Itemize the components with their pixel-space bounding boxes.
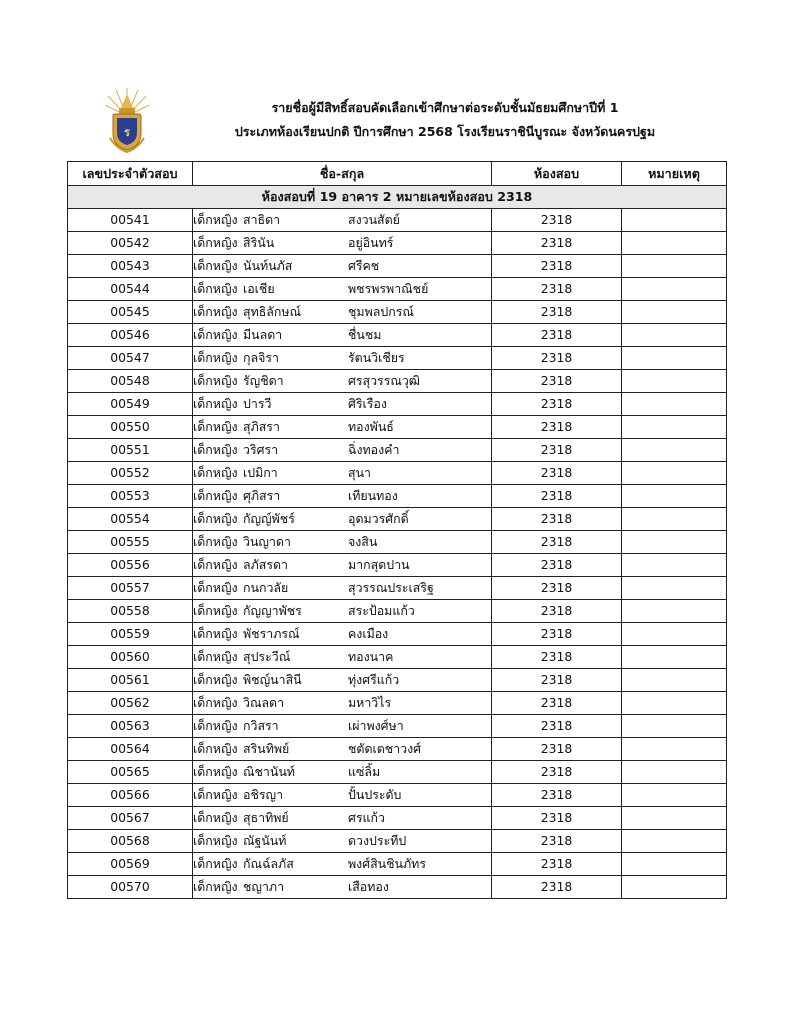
- table-row: [68, 209, 727, 232]
- table-row: [68, 876, 727, 899]
- exam-id-cell: 00570: [68, 876, 193, 899]
- name-prefix: เด็กหญิง: [193, 695, 238, 710]
- last-name: แซ่ลิ้ม: [348, 764, 381, 779]
- name-prefix: เด็กหญิง: [193, 672, 238, 687]
- note-cell: [622, 715, 727, 738]
- note-cell: [622, 416, 727, 439]
- name-prefix: เด็กหญิง: [193, 304, 238, 319]
- first-name: สุธาทิพย์: [243, 810, 289, 825]
- column-header-exam-id: เลขประจำตัวสอบ: [68, 162, 193, 186]
- note-cell: [622, 485, 727, 508]
- exam-id-cell: 00549: [68, 393, 193, 416]
- table-row: [68, 439, 727, 462]
- last-name: เทียนทอง: [348, 488, 398, 503]
- exam-id-cell: 00556: [68, 554, 193, 577]
- name-prefix: เด็กหญิง: [193, 810, 238, 825]
- table-row: [68, 370, 727, 393]
- name-cell: [193, 301, 492, 324]
- room-cell: 2318: [492, 416, 622, 439]
- last-name: รัตนวิเชียร: [348, 350, 405, 365]
- name-prefix: เด็กหญิง: [193, 534, 238, 549]
- note-cell: [622, 853, 727, 876]
- exam-id-cell: 00557: [68, 577, 193, 600]
- note-cell: [622, 738, 727, 761]
- first-name: มีนลดา: [243, 327, 283, 342]
- exam-id-cell: 00559: [68, 623, 193, 646]
- name-cell: [193, 485, 492, 508]
- name-cell: [193, 669, 492, 692]
- name-prefix: เด็กหญิง: [193, 649, 238, 664]
- exam-id-cell: 00555: [68, 531, 193, 554]
- table-row: [68, 715, 727, 738]
- name-cell: [193, 761, 492, 784]
- room-cell: 2318: [492, 255, 622, 278]
- first-name: พิชญ์นาสินี: [243, 672, 302, 687]
- room-cell: 2318: [492, 554, 622, 577]
- exam-id-cell: 00567: [68, 807, 193, 830]
- name-prefix: เด็กหญิง: [193, 511, 238, 526]
- note-cell: [622, 393, 727, 416]
- name-cell: [193, 347, 492, 370]
- note-cell: [622, 692, 727, 715]
- table-row: [68, 485, 727, 508]
- name-prefix: เด็กหญิง: [193, 212, 238, 227]
- table-row: [68, 278, 727, 301]
- name-cell: [193, 853, 492, 876]
- first-name: วินญาดา: [243, 534, 291, 549]
- exam-id-cell: 00569: [68, 853, 193, 876]
- first-name: ชญาภา: [243, 879, 285, 894]
- room-cell: 2318: [492, 600, 622, 623]
- last-name: ดวงประทีป: [348, 833, 407, 848]
- name-prefix: เด็กหญิง: [193, 350, 238, 365]
- room-cell: 2318: [492, 232, 622, 255]
- last-name: ชื่นชม: [348, 327, 382, 342]
- room-cell: 2318: [492, 830, 622, 853]
- name-prefix: เด็กหญิง: [193, 281, 238, 296]
- last-name: ทองพันธ์: [348, 419, 394, 434]
- room-cell: 2318: [492, 462, 622, 485]
- name-cell: [193, 370, 492, 393]
- table-row: [68, 554, 727, 577]
- name-cell: [193, 784, 492, 807]
- exam-id-cell: 00561: [68, 669, 193, 692]
- name-prefix: เด็กหญิง: [193, 764, 238, 779]
- last-name: มากสุดปาน: [348, 557, 410, 572]
- exam-id-cell: 00566: [68, 784, 193, 807]
- last-name: ทองนาค: [348, 649, 394, 664]
- title-line-1: รายชื่อผู้มีสิทธิ์สอบคัดเลือกเข้าศึกษาต่อระดับชั้นมัธยมศึกษาปีที่ 1: [271, 100, 619, 115]
- table-row: [68, 807, 727, 830]
- note-cell: [622, 439, 727, 462]
- name-prefix: เด็กหญิง: [193, 442, 238, 457]
- name-cell: [193, 324, 492, 347]
- note-cell: [622, 278, 727, 301]
- name-cell: [193, 508, 492, 531]
- column-header-room: ห้องสอบ: [492, 162, 622, 186]
- note-cell: [622, 508, 727, 531]
- first-name: กนกวลัย: [243, 580, 289, 595]
- name-prefix: เด็กหญิง: [193, 626, 238, 641]
- name-prefix: เด็กหญิง: [193, 557, 238, 572]
- name-cell: [193, 393, 492, 416]
- last-name: ศรแก้ว: [348, 810, 385, 825]
- room-cell: 2318: [492, 876, 622, 899]
- name-cell: [193, 416, 492, 439]
- first-name: สาธิดา: [243, 212, 281, 227]
- room-cell: 2318: [492, 853, 622, 876]
- name-prefix: เด็กหญิง: [193, 373, 238, 388]
- name-prefix: เด็กหญิง: [193, 258, 238, 273]
- note-cell: [622, 784, 727, 807]
- first-name: รัญชิดา: [243, 373, 284, 388]
- name-cell: [193, 531, 492, 554]
- first-name: วิณลดา: [243, 695, 285, 710]
- exam-id-cell: 00547: [68, 347, 193, 370]
- exam-id-cell: 00545: [68, 301, 193, 324]
- last-name: สงวนสัตย์: [348, 212, 400, 227]
- first-name: อชิรญา: [243, 787, 284, 802]
- exam-id-cell: 00548: [68, 370, 193, 393]
- table-row: [68, 255, 727, 278]
- exam-id-cell: 00544: [68, 278, 193, 301]
- room-cell: 2318: [492, 485, 622, 508]
- svg-text:ร: ร: [124, 126, 130, 139]
- room-cell: 2318: [492, 324, 622, 347]
- table-row: [68, 531, 727, 554]
- name-cell: [193, 462, 492, 485]
- name-cell: [193, 577, 492, 600]
- first-name: ณิชานันท์: [243, 764, 295, 779]
- name-cell: [193, 623, 492, 646]
- name-prefix: เด็กหญิง: [193, 741, 238, 756]
- last-name: ชุมพลปกรณ์: [348, 304, 414, 319]
- note-cell: [622, 209, 727, 232]
- room-cell: 2318: [492, 623, 622, 646]
- table-row: [68, 646, 727, 669]
- note-cell: [622, 301, 727, 324]
- name-prefix: เด็กหญิง: [193, 718, 238, 733]
- table-header-row: [68, 162, 727, 186]
- last-name: มหาวิไร: [348, 695, 392, 710]
- note-cell: [622, 370, 727, 393]
- room-cell: 2318: [492, 669, 622, 692]
- exam-id-cell: 00541: [68, 209, 193, 232]
- first-name: สิรินัน: [243, 235, 275, 250]
- table-row: [68, 347, 727, 370]
- name-cell: [193, 738, 492, 761]
- first-name: พัชราภรณ์: [243, 626, 300, 641]
- room-cell: 2318: [492, 347, 622, 370]
- exam-id-cell: 00568: [68, 830, 193, 853]
- last-name: พชรพรพาณิชย์: [348, 281, 429, 296]
- first-name: นันท์นภัส: [243, 258, 293, 273]
- name-prefix: เด็กหญิง: [193, 580, 238, 595]
- room-cell: 2318: [492, 508, 622, 531]
- last-name: ปั้นประดับ: [348, 787, 402, 802]
- last-name: ชตัดเตชาวงศ์: [348, 741, 422, 756]
- table-row: [68, 761, 727, 784]
- name-cell: [193, 830, 492, 853]
- first-name: สุภิสรา: [243, 419, 280, 434]
- school-crest-icon: [104, 86, 150, 154]
- note-cell: [622, 554, 727, 577]
- table-row: [68, 393, 727, 416]
- name-cell: [193, 876, 492, 899]
- name-prefix: เด็กหญิง: [193, 235, 238, 250]
- first-name: เอเชีย: [243, 281, 275, 296]
- table-row: [68, 324, 727, 347]
- first-name: ณัฐนันท์: [243, 833, 287, 848]
- name-prefix: เด็กหญิง: [193, 856, 238, 871]
- table-row: [68, 508, 727, 531]
- name-cell: [193, 232, 492, 255]
- column-header-note: หมายเหตุ: [622, 162, 727, 186]
- room-cell: 2318: [492, 393, 622, 416]
- last-name: คงเมือง: [348, 626, 389, 641]
- note-cell: [622, 646, 727, 669]
- last-name: ศรสุวรรณวุฒิ: [348, 373, 420, 388]
- exam-id-cell: 00553: [68, 485, 193, 508]
- table-row: [68, 669, 727, 692]
- title-line-2: ประเภทห้องเรียนปกติ ปีการศึกษา 2568 โรงเรียนราชินีบูรณะ จังหวัดนครปฐม: [234, 124, 656, 139]
- first-name: สุประวีณ์: [243, 649, 291, 664]
- table-row: [68, 301, 727, 324]
- table-row: [68, 623, 727, 646]
- note-cell: [622, 347, 727, 370]
- first-name: กุลจิรา: [243, 350, 279, 365]
- table-row: [68, 830, 727, 853]
- first-name: ปารวี: [243, 396, 272, 411]
- room-cell: 2318: [492, 807, 622, 830]
- first-name: สุทธิลักษณ์: [243, 304, 302, 319]
- name-cell: [193, 209, 492, 232]
- exam-id-cell: 00552: [68, 462, 193, 485]
- table-row: [68, 416, 727, 439]
- note-cell: [622, 807, 727, 830]
- last-name: อุดมวรศักดิ์: [348, 511, 409, 526]
- table-row: [68, 784, 727, 807]
- name-prefix: เด็กหญิง: [193, 603, 238, 618]
- document-title: [180, 96, 710, 144]
- room-cell: 2318: [492, 278, 622, 301]
- name-cell: [193, 646, 492, 669]
- name-cell: [193, 255, 492, 278]
- note-cell: [622, 324, 727, 347]
- last-name: สุนา: [348, 465, 371, 480]
- note-cell: [622, 761, 727, 784]
- table-row: [68, 600, 727, 623]
- exam-id-cell: 00565: [68, 761, 193, 784]
- room-cell: 2318: [492, 646, 622, 669]
- first-name: ลภัสรดา: [243, 557, 288, 572]
- last-name: อยู่อินทร์: [348, 235, 394, 250]
- last-name: ฉิ่งทองคำ: [348, 442, 400, 457]
- name-prefix: เด็กหญิง: [193, 833, 238, 848]
- last-name: เสือทอง: [348, 879, 389, 894]
- name-prefix: เด็กหญิง: [193, 396, 238, 411]
- name-prefix: เด็กหญิง: [193, 488, 238, 503]
- exam-id-cell: 00564: [68, 738, 193, 761]
- note-cell: [622, 623, 727, 646]
- room-cell: 2318: [492, 738, 622, 761]
- note-cell: [622, 577, 727, 600]
- room-cell: 2318: [492, 301, 622, 324]
- name-cell: [193, 278, 492, 301]
- first-name: กวิสรา: [243, 718, 279, 733]
- exam-id-cell: 00551: [68, 439, 193, 462]
- exam-id-cell: 00560: [68, 646, 193, 669]
- last-name: ศรีคช: [348, 258, 380, 273]
- table-row: [68, 577, 727, 600]
- exam-id-cell: 00562: [68, 692, 193, 715]
- room-cell: 2318: [492, 577, 622, 600]
- note-cell: [622, 669, 727, 692]
- note-cell: [622, 876, 727, 899]
- exam-id-cell: 00546: [68, 324, 193, 347]
- table-row: [68, 462, 727, 485]
- first-name: กัญญ์พัชร์: [243, 511, 295, 526]
- exam-id-cell: 00550: [68, 416, 193, 439]
- room-cell: 2318: [492, 370, 622, 393]
- first-name: กัณฉ์ลภัส: [243, 856, 294, 871]
- note-cell: [622, 255, 727, 278]
- name-prefix: เด็กหญิง: [193, 879, 238, 894]
- first-name: ศุภิสรา: [243, 488, 281, 503]
- note-cell: [622, 531, 727, 554]
- exam-id-cell: 00543: [68, 255, 193, 278]
- note-cell: [622, 462, 727, 485]
- first-name: วริศรา: [243, 442, 279, 457]
- name-cell: [193, 439, 492, 462]
- room-cell: 2318: [492, 761, 622, 784]
- table-row: [68, 853, 727, 876]
- room-cell: 2318: [492, 784, 622, 807]
- note-cell: [622, 232, 727, 255]
- room-cell: 2318: [492, 531, 622, 554]
- room-cell: 2318: [492, 692, 622, 715]
- exam-id-cell: 00558: [68, 600, 193, 623]
- exam-id-cell: 00554: [68, 508, 193, 531]
- name-prefix: เด็กหญิง: [193, 419, 238, 434]
- name-cell: [193, 807, 492, 830]
- name-cell: [193, 600, 492, 623]
- note-cell: [622, 600, 727, 623]
- exam-id-cell: 00563: [68, 715, 193, 738]
- first-name: สรินทิพย์: [243, 741, 290, 756]
- last-name: ศิริเรือง: [348, 396, 387, 411]
- first-name: กัญญาพัชร: [243, 603, 302, 618]
- name-cell: [193, 692, 492, 715]
- first-name: เปมิกา: [243, 465, 278, 480]
- name-cell: [193, 715, 492, 738]
- exam-id-cell: 00542: [68, 232, 193, 255]
- last-name: จงสิน: [348, 534, 378, 549]
- table-row: [68, 692, 727, 715]
- name-prefix: เด็กหญิง: [193, 787, 238, 802]
- room-cell: 2318: [492, 715, 622, 738]
- note-cell: [622, 830, 727, 853]
- last-name: เผ่าพงศ์ษา: [348, 718, 404, 733]
- room-cell: 2318: [492, 209, 622, 232]
- name-prefix: เด็กหญิง: [193, 327, 238, 342]
- table-row: [68, 738, 727, 761]
- name-prefix: เด็กหญิง: [193, 465, 238, 480]
- last-name: สระป้อมแก้ว: [348, 603, 415, 618]
- table-row: [68, 232, 727, 255]
- candidate-table: [67, 161, 727, 899]
- room-cell: 2318: [492, 439, 622, 462]
- last-name: สุวรรณประเสริฐ: [348, 580, 434, 595]
- last-name: พงศ์สินชินภัทร: [348, 856, 426, 871]
- room-caption-row: [68, 186, 727, 209]
- column-header-name: ชื่อ-สกุล: [193, 162, 492, 186]
- room-caption: ห้องสอบที่ 19 อาคาร 2 หมายเลขห้องสอบ 2318: [68, 186, 727, 209]
- name-cell: [193, 554, 492, 577]
- last-name: ทุ่งศรีแก้ว: [348, 672, 400, 687]
